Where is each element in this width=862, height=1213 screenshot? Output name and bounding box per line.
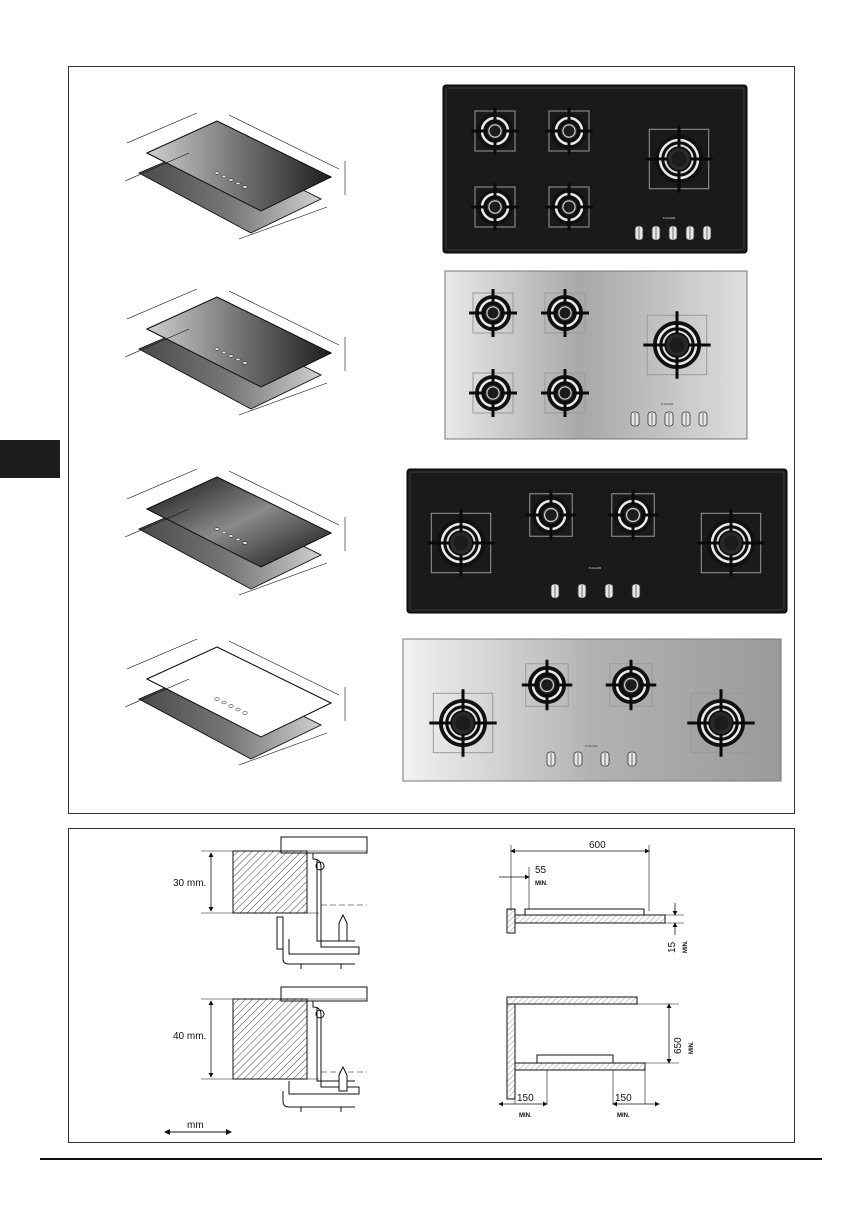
worktop-30mm-section [201, 837, 367, 969]
hob-outline-drawings [125, 113, 345, 765]
control-knob [551, 584, 559, 598]
control-knob [632, 584, 640, 598]
control-knob [601, 752, 609, 766]
installation-figure [69, 829, 796, 1144]
unit-label: mm [187, 1120, 204, 1131]
brand-label: FULGOR [584, 744, 598, 748]
knob-icon [243, 712, 247, 715]
worktop-40-label: 40 mm. [173, 1031, 207, 1042]
knob-icon [243, 542, 247, 545]
control-knob [605, 584, 613, 598]
knob-icon [222, 531, 226, 534]
hob-outline-1 [125, 113, 345, 239]
installation-panel [68, 828, 795, 1143]
hob-photo-4 [403, 639, 781, 781]
depth-dimension: 600 [589, 840, 606, 851]
footer-rule [40, 1158, 822, 1160]
hob-outline-3 [125, 469, 345, 595]
left-clearance-dimension: 150 [517, 1093, 534, 1104]
knob-icon [229, 535, 233, 538]
knob-icon [229, 705, 233, 708]
knob-icon [229, 355, 233, 358]
brand-label: FULGOR [660, 402, 674, 406]
knob-icon [236, 358, 240, 361]
control-knob [669, 226, 677, 240]
control-knob [547, 752, 555, 766]
hob-models-figure [69, 67, 796, 815]
hob-photo-2 [445, 271, 747, 439]
knob-icon [215, 348, 219, 351]
knob-icon [222, 351, 226, 354]
control-knob [699, 412, 707, 426]
knob-icon [215, 698, 219, 701]
section-tab [0, 440, 60, 478]
hob-models-panel [68, 66, 795, 814]
control-knob [682, 412, 690, 426]
knob-icon [215, 528, 219, 531]
hob-outline-2 [125, 289, 345, 415]
rear-gap-dimension: 55 [535, 865, 547, 876]
control-knob [703, 226, 711, 240]
hob-photo-1 [443, 85, 747, 253]
knob-icon [215, 172, 219, 175]
control-knob [574, 752, 582, 766]
control-knob [652, 226, 660, 240]
above-clearance-min: MIN. [689, 1041, 695, 1054]
right-clearance-min: MIN. [617, 1113, 630, 1119]
worktop-40mm-section [201, 987, 367, 1112]
clearance-wall-diagram [499, 997, 679, 1104]
knob-icon [222, 701, 226, 704]
control-knob [665, 412, 673, 426]
control-knob [578, 584, 586, 598]
worktop-30-label: 30 mm. [173, 878, 207, 889]
below-gap-dimension: 15 [667, 941, 678, 953]
knob-icon [243, 186, 247, 189]
brand-label: FULGOR [662, 216, 676, 220]
control-knob [631, 412, 639, 426]
knob-icon [243, 362, 247, 365]
knob-icon [236, 182, 240, 185]
hob-photo-3 [407, 469, 787, 613]
left-clearance-min: MIN. [519, 1113, 532, 1119]
rear-gap-min: MIN. [535, 881, 548, 887]
hob-outline-4 [125, 639, 345, 765]
control-knob [628, 752, 636, 766]
control-knob [648, 412, 656, 426]
hob-photos [403, 85, 787, 781]
control-knob [635, 226, 643, 240]
control-knob [686, 226, 694, 240]
knob-icon [222, 175, 226, 178]
brand-label: FULGOR [588, 566, 602, 570]
right-clearance-dimension: 150 [615, 1093, 632, 1104]
knob-icon [236, 538, 240, 541]
below-gap-min: MIN. [683, 940, 689, 953]
clearance-cutout-diagram [499, 845, 684, 935]
above-clearance-dimension: 650 [673, 1037, 684, 1054]
knob-icon [229, 179, 233, 182]
knob-icon [236, 708, 240, 711]
